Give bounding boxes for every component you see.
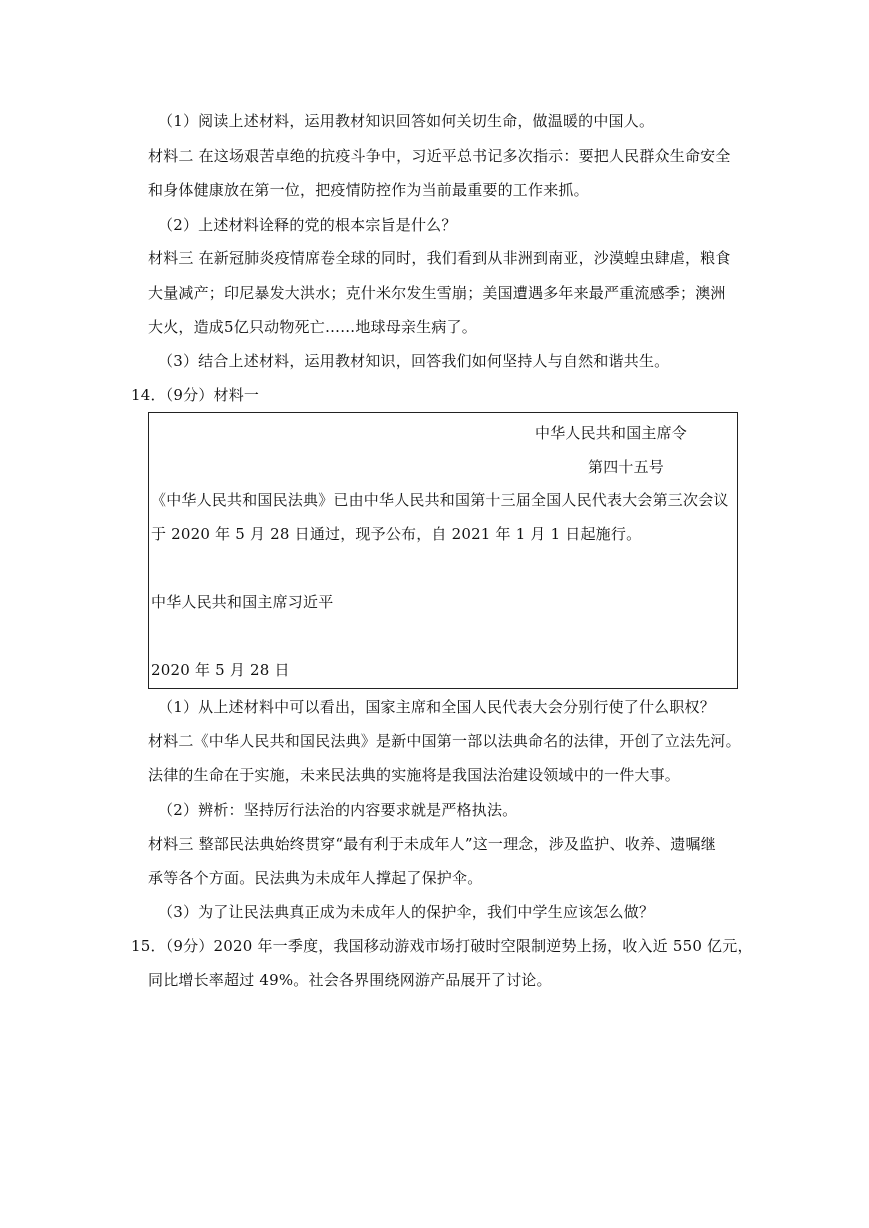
- q15-line-1: 15．（9分）2020 年一季度，我国移动游戏市场打破时空限制逆势上扬，收入近 550 亿元，: [131, 937, 753, 955]
- q15-line-2: 同比增长率超过 49%。社会各界围绕网游产品展开了讨论。: [148, 971, 552, 989]
- q13-sub-question-1: （1）阅读上述材料，运用教材知识回答如何关切生命，做温暖的中国人。: [158, 112, 655, 130]
- q13-material-3-line-3: 大火，造成5亿只动物死亡……地球母亲生病了。: [148, 318, 477, 336]
- q14-header: 14．（9分）材料一: [131, 386, 260, 404]
- q14-material-2-line-2: 法律的生命在于实施，未来民法典的实施将是我国法治建设领域中的一件大事。: [148, 766, 681, 784]
- q14-material-2-line-1: 材料二《中华人民共和国民法典》是新中国第一部以法典命名的法律，开创了立法先河。: [148, 732, 741, 750]
- decree-number: 第四十五号: [588, 458, 665, 476]
- decree-date: 2020 年 5 月 28 日: [151, 661, 290, 679]
- presidential-decree-box: [148, 412, 738, 689]
- q13-sub-question-2: （2）上述材料诠释的党的根本宗旨是什么？: [158, 216, 457, 234]
- q14-sub-question-2: （2）辨析：坚持厉行法治的内容要求就是严格执法。: [158, 801, 518, 819]
- q14-material-3-line-2: 承等各个方面。民法典为未成年人撑起了保护伞。: [148, 869, 483, 887]
- q13-material-3-line-2: 大量减产；印尼暴发大洪水；克什米尔发生雪崩；美国遭遇多年来最严重流感季；澳洲: [148, 284, 726, 302]
- q13-material-2-line-1: 材料二 在这场艰苦卓绝的抗疫斗争中，习近平总书记多次指示：要把人民群众生命安全: [148, 147, 731, 165]
- q13-material-3-line-1: 材料三 在新冠肺炎疫情席卷全球的同时，我们看到从非洲到南亚，沙漠蝗虫肆虐，粮食: [148, 249, 731, 267]
- decree-body-line-1: 《中华人民共和国民法典》已由中华人民共和国第十三届全国人民代表大会第三次会议: [151, 491, 729, 509]
- q13-material-2-line-2: 和身体健康放在第一位，把疫情防控作为当前最重要的工作来抓。: [148, 181, 589, 199]
- decree-title: 中华人民共和国主席令: [535, 424, 688, 442]
- q14-material-3-line-1: 材料三 整部民法典始终贯穿“最有利于未成年人”这一理念，涉及监护、收养、遗嘱继: [148, 835, 716, 853]
- q13-sub-question-3: （3）结合上述材料，运用教材知识，回答我们如何坚持人与自然和谐共生。: [158, 352, 670, 370]
- decree-signature: 中华人民共和国主席习近平: [151, 593, 334, 611]
- q14-sub-question-3: （3）为了让民法典真正成为未成年人的保护伞，我们中学生应该怎么做？: [158, 903, 655, 921]
- q14-sub-question-1: （1）从上述材料中可以看出，国家主席和全国人民代表大会分别行使了什么职权？: [158, 698, 715, 716]
- decree-body-line-2: 于 2020 年 5 月 28 日通过，现予公布，自 2021 年 1 月 1 日起施行。: [151, 525, 642, 543]
